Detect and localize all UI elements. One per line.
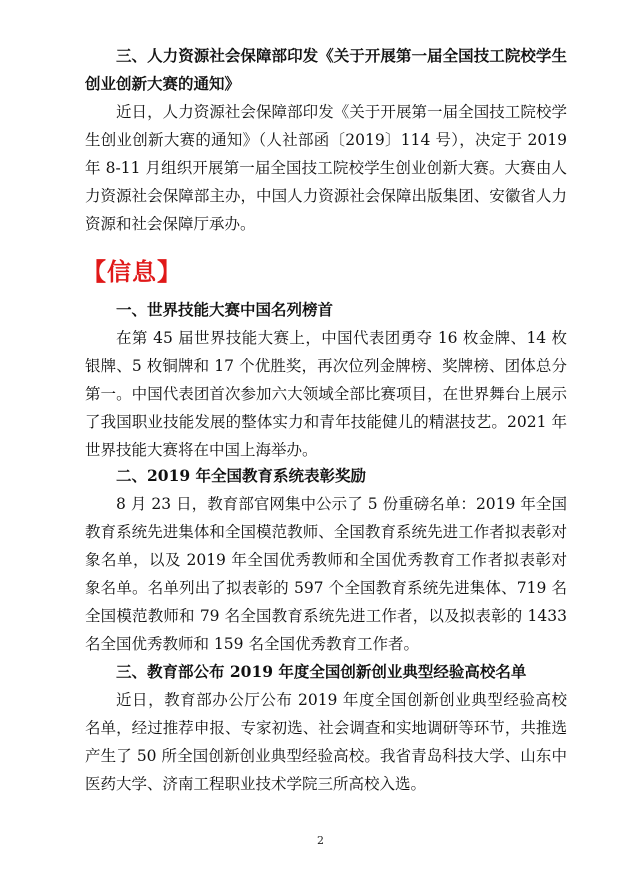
info-item-3 [85,658,567,798]
info-item-1 [85,296,567,464]
info-item-2 [85,462,567,658]
info-item-heading: 三、教育部公布 2019 年度全国创新创业典型经验高校名单 [116,662,527,681]
notice-section [85,42,567,238]
info-item-body: 在第 45 届世界技能大赛上，中国代表团勇夺 16 枚金牌、14 枚银牌、5 枚铜牌和 17 个优胜奖，再次位列金牌榜、奖牌榜、团体总分第一。中国代表团首次参加六大领域全部比赛项目，在世界舞台上展示了我国职业技能发展的整体实力和青年技能健儿的精湛技艺。2021 年世界技能大赛将在中国上海举办。 [85,329,567,459]
info-section-title: 【信息】 [82,258,182,286]
notice-heading: 三、人力资源社会保障部印发《关于开展第一届全国技工院校学生创业创新大赛的通知》 [85,46,567,93]
info-item-body: 近日，教育部办公厅公布 2019 年度全国创新创业典型经验高校名单，经过推荐申报、专家初选、社会调查和实地调研等环节，共推选产生了 50 所全国创新创业典型经验高校。我省青岛科技大学、山东中医药大学、济南工程职业技术学院三所高校入选。 [85,691,567,793]
info-item-heading: 二、2019 年全国教育系统表彰奖励 [116,466,367,485]
info-item-body: 8 月 23 日，教育部官网集中公示了 5 份重磅名单：2019 年全国教育系统先进集体和全国模范教师、全国教育系统先进工作者拟表彰对象名单，以及 2019 年全国优秀教师和全国优秀教育工作者拟表彰对象名单。名单列出了拟表彰的 597 个全国教育系统先进集体、719 名全国模范教师和 79 名全国教育系统先进工作者，以及拟表彰的 1433 名全国优秀教师和 159 名全国优秀教育工作者。 [85,495,567,653]
notice-body: 近日，人力资源社会保障部印发《关于开展第一届全国技工院校学生创业创新大赛的通知》（人社部函〔2019〕114 号），决定于 2019 年 8-11 月组织开展第一届全国技工院校学生创业创新大赛。大赛由人力资源社会保障部主办，中国人力资源社会保障出版集团、安徽省人力资源和社会保障厅承办。 [85,103,567,233]
page-number: 2 [317,834,324,847]
info-item-heading: 一、世界技能大赛中国名列榜首 [116,300,334,319]
